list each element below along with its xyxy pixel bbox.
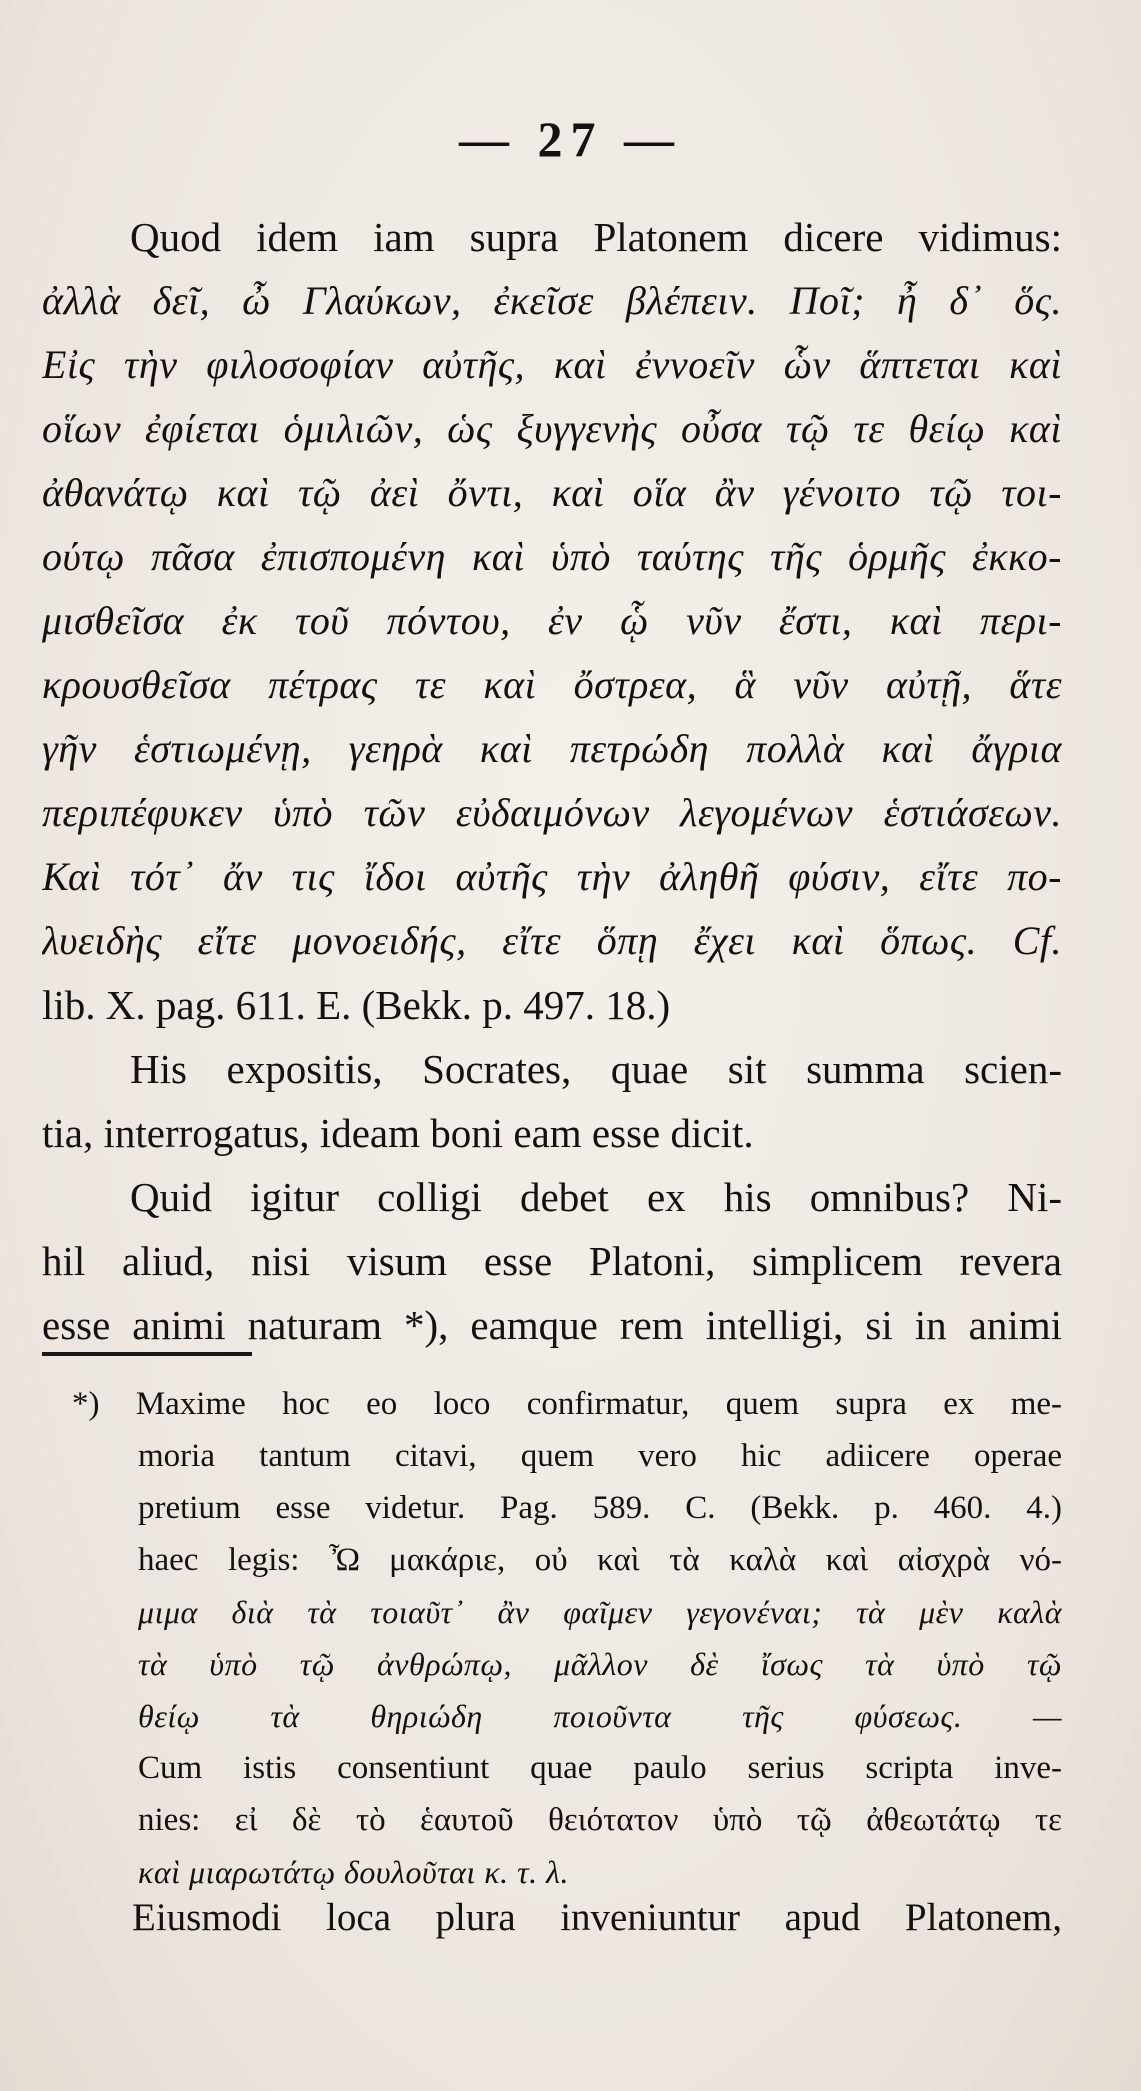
citation-line: lib. X. pag. 611. E. (Bekk. p. 497. 18.) bbox=[42, 982, 671, 1028]
footnote-divider bbox=[42, 1352, 252, 1356]
greek-quote-line: Καὶ τότ᾽ ἄν τις ἴδοι αὐτῆς τὴν ἀληθῆ φύσιν, εἴτε πο- bbox=[42, 854, 1062, 899]
footnote-greek-line: θείῳ τὰ θηριώδη ποιοῦντα τῆς φύσεως. — bbox=[138, 1698, 1062, 1734]
footnote-line: pretium esse videtur. Pag. 589. C. (Bekk. p. 460. 4.) bbox=[138, 1490, 1062, 1526]
footnote-line: Cum istis consentiunt quae paulo serius scripta inve- bbox=[138, 1750, 1062, 1786]
text-line: tia, interrogatus, ideam boni eam esse dicit. bbox=[42, 1110, 754, 1156]
text-line: His expositis, Socrates, quae sit summa scien- bbox=[130, 1046, 1062, 1092]
final-text-line: Eiusmodi loca plura inveniuntur apud Platonem, bbox=[132, 1896, 1062, 1939]
footnote-line: *) Maxime hoc eo loco confirmatur, quem supra ex me- bbox=[72, 1386, 1062, 1422]
greek-quote-line: περιπέφυκεν ὑπὸ τῶν εὐδαιμόνων λεγομένων ἑστιάσεων. bbox=[42, 790, 1062, 835]
greek-quote-line: Εἰς τὴν φιλοσοφίαν αὐτῆς, καὶ ἐννοεῖν ὧν ἅπτεται καὶ bbox=[42, 342, 1062, 387]
text-line: esse animi naturam *), eamque rem intelligi, si in animi bbox=[42, 1302, 1062, 1348]
footnote-greek-line: καὶ μιαρωτάτῳ δουλοῦται κ. τ. λ. bbox=[138, 1854, 569, 1890]
footnote-line: nies: εἰ δὲ τὸ ἑαυτοῦ θειότατον ὑπὸ τῷ ἀθεωτάτῳ τε bbox=[138, 1802, 1062, 1838]
greek-quote-line: ούτῳ πᾶσα ἐπισπομένη καὶ ὑπὸ ταύτης τῆς ὁρμῆς ἐκκο- bbox=[42, 534, 1062, 579]
footnote bbox=[42, 1378, 1062, 1898]
text-line: Quid igitur colligi debet ex his omnibus? Ni- bbox=[130, 1174, 1062, 1220]
greek-quote-line: ἀλλὰ δεῖ, ὦ Γλαύκων, ἐκεῖσε βλέπειν. Ποῖ; ἦ δ᾽ ὅς. bbox=[42, 278, 1062, 323]
footnote-greek-line: τὰ ὑπὸ τῷ ἀνθρώπῳ, μᾶλλον δὲ ἴσως τὰ ὑπὸ τῷ bbox=[138, 1646, 1062, 1682]
greek-quote-line: οἵων ἐφίεται ὁμιλιῶν, ὡς ξυγγενὴς οὖσα τῷ τε θείῳ καὶ bbox=[42, 406, 1062, 451]
main-text bbox=[42, 205, 1062, 1357]
greek-quote-line: μισθεῖσα ἐκ τοῦ πόντου, ἐν ᾧ νῦν ἔστι, καὶ περι- bbox=[42, 598, 1062, 643]
greek-quote-line: λυειδὴς εἴτε μονοειδής, εἴτε ὅπῃ ἔχει καὶ ὅπως. Cf. bbox=[42, 918, 1062, 963]
text-line: hil aliud, nisi visum esse Platoni, simplicem revera bbox=[42, 1238, 1062, 1284]
footnote-line: haec legis: Ὦ μακάριε, οὐ καὶ τὰ καλὰ καὶ αἰσχρὰ νό- bbox=[138, 1542, 1062, 1578]
greek-quote-line: ἀθανάτῳ καὶ τῷ ἀεὶ ὄντι, καὶ οἵα ἂν γένοιτο τῷ τοι- bbox=[42, 470, 1062, 515]
footnote-line: moria tantum citavi, quem vero hic adiicere operae bbox=[138, 1438, 1062, 1474]
greek-quote-line: κρουσθεῖσα πέτρας τε καὶ ὄστρεα, ἃ νῦν αὐτῇ, ἅτε bbox=[42, 662, 1062, 707]
footnote-greek-line: μιμα διὰ τὰ τοιαῦτ᾽ ἂν φαῖμεν γεγονέναι; τὰ μὲν καλὰ bbox=[138, 1594, 1062, 1630]
greek-quote-line: γῆν ἑστιωμένῃ, γεηρὰ καὶ πετρώδη πολλὰ καὶ ἄγρια bbox=[42, 726, 1062, 771]
text-line: Quod idem iam supra Platonem dicere vidimus: bbox=[130, 214, 1062, 260]
page-header: — 27 — bbox=[459, 111, 682, 167]
